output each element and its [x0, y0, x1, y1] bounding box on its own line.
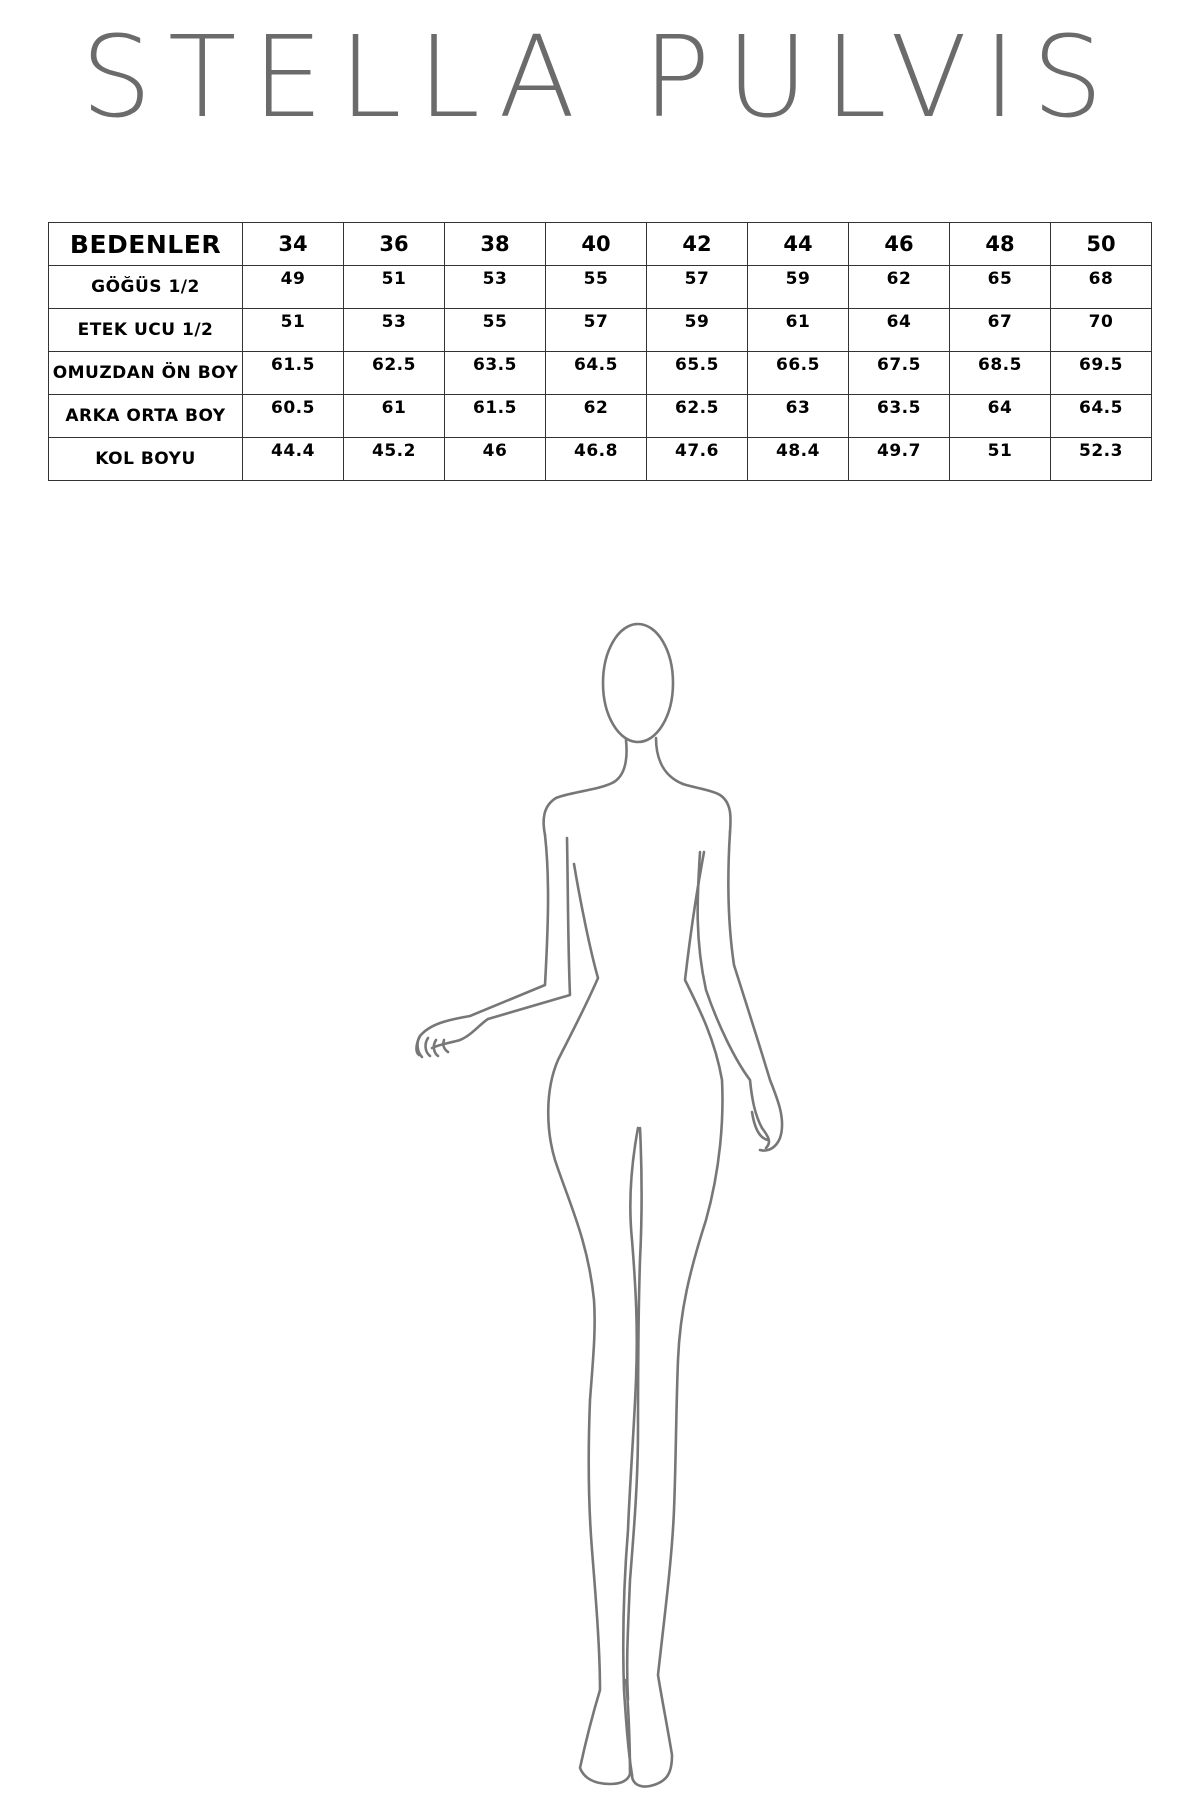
- measurement-value: 53: [344, 309, 445, 352]
- measurement-value: 49: [243, 266, 344, 309]
- measurement-value: 57: [546, 309, 647, 352]
- measurement-value: 51: [243, 309, 344, 352]
- measurement-label: ARKA ORTA BOY: [49, 395, 243, 438]
- size-header-cell: 44: [748, 223, 849, 266]
- size-header-cell: 34: [243, 223, 344, 266]
- figure-arm-left-inner: [432, 838, 570, 1048]
- size-header-cell: 48: [950, 223, 1051, 266]
- figure-head: [603, 624, 673, 742]
- size-header-cell: 36: [344, 223, 445, 266]
- measurement-value: 63.5: [849, 395, 950, 438]
- measurement-label: ETEK UCU 1/2: [49, 309, 243, 352]
- table-row: [49, 266, 1152, 309]
- measurement-value: 55: [445, 309, 546, 352]
- figure-neck-right: [656, 738, 683, 784]
- measurement-value: 68: [1051, 266, 1152, 309]
- measurement-value: 65.5: [647, 352, 748, 395]
- fashion-croquis-figure-icon: [0, 600, 1200, 1800]
- measurement-value: 46: [445, 438, 546, 481]
- measurement-value: 70: [1051, 309, 1152, 352]
- measurement-value: 46.8: [546, 438, 647, 481]
- measurement-value: 61: [344, 395, 445, 438]
- figure-arm-right-outer: [728, 832, 782, 1151]
- measurement-value: 64: [849, 309, 950, 352]
- measurement-value: 62.5: [344, 352, 445, 395]
- table-row: [49, 395, 1152, 438]
- measurement-value: 64.5: [1051, 395, 1152, 438]
- measurement-label: KOL BOYU: [49, 438, 243, 481]
- measurement-value: 53: [445, 266, 546, 309]
- measurement-value: 44.4: [243, 438, 344, 481]
- size-header-cell: 50: [1051, 223, 1152, 266]
- size-header-cell: 38: [445, 223, 546, 266]
- figure-hand-right: [752, 1112, 769, 1148]
- measurement-value: 66.5: [748, 352, 849, 395]
- figure-body-left: [548, 864, 630, 1784]
- size-chart-table: [48, 222, 1152, 481]
- figure-body-right: [632, 852, 722, 1787]
- measurement-value: 48.4: [748, 438, 849, 481]
- measurement-value: 61: [748, 309, 849, 352]
- measurement-value: 64.5: [546, 352, 647, 395]
- measurement-value: 63.5: [445, 352, 546, 395]
- measurement-value: 64: [950, 395, 1051, 438]
- figure-shoulder-right: [683, 784, 731, 832]
- measurement-value: 57: [647, 266, 748, 309]
- measurement-label: OMUZDAN ÖN BOY: [49, 352, 243, 395]
- figure-leg-inner-left: [623, 1128, 638, 1775]
- measurement-value: 45.2: [344, 438, 445, 481]
- table-row: [49, 352, 1152, 395]
- measurement-value: 60.5: [243, 395, 344, 438]
- brand-header: [0, 13, 1200, 143]
- size-header-cell: 46: [849, 223, 950, 266]
- measurement-value: 59: [748, 266, 849, 309]
- measurement-value: 47.6: [647, 438, 748, 481]
- measurement-value: 69.5: [1051, 352, 1152, 395]
- size-header-label: BEDENLER: [49, 223, 243, 266]
- measurement-label: GÖĞÜS 1/2: [49, 266, 243, 309]
- size-header-row: [49, 223, 1152, 266]
- figure-neck-left: [614, 740, 627, 782]
- brand-logo: STELLA PULVIS: [80, 13, 1120, 143]
- measurement-value: 51: [950, 438, 1051, 481]
- table-row: [49, 309, 1152, 352]
- figure-shoulder-left: [544, 782, 614, 835]
- measurement-value: 67: [950, 309, 1051, 352]
- figure-hand-left: [418, 1036, 448, 1057]
- measurement-value: 62: [546, 395, 647, 438]
- measurement-value: 59: [647, 309, 748, 352]
- figure-arm-right-inner: [698, 852, 762, 1128]
- measurement-value: 62.5: [647, 395, 748, 438]
- measurement-value: 62: [849, 266, 950, 309]
- measurement-value: 52.3: [1051, 438, 1152, 481]
- measurement-value: 61.5: [243, 352, 344, 395]
- measurement-value: 67.5: [849, 352, 950, 395]
- measurement-value: 49.7: [849, 438, 950, 481]
- measurement-value: 55: [546, 266, 647, 309]
- size-header-cell: 40: [546, 223, 647, 266]
- table-row: [49, 438, 1152, 481]
- measurement-value: 51: [344, 266, 445, 309]
- measurement-value: 63: [748, 395, 849, 438]
- measurement-value: 65: [950, 266, 1051, 309]
- measurement-value: 61.5: [445, 395, 546, 438]
- measurement-value: 68.5: [950, 352, 1051, 395]
- size-header-cell: 42: [647, 223, 748, 266]
